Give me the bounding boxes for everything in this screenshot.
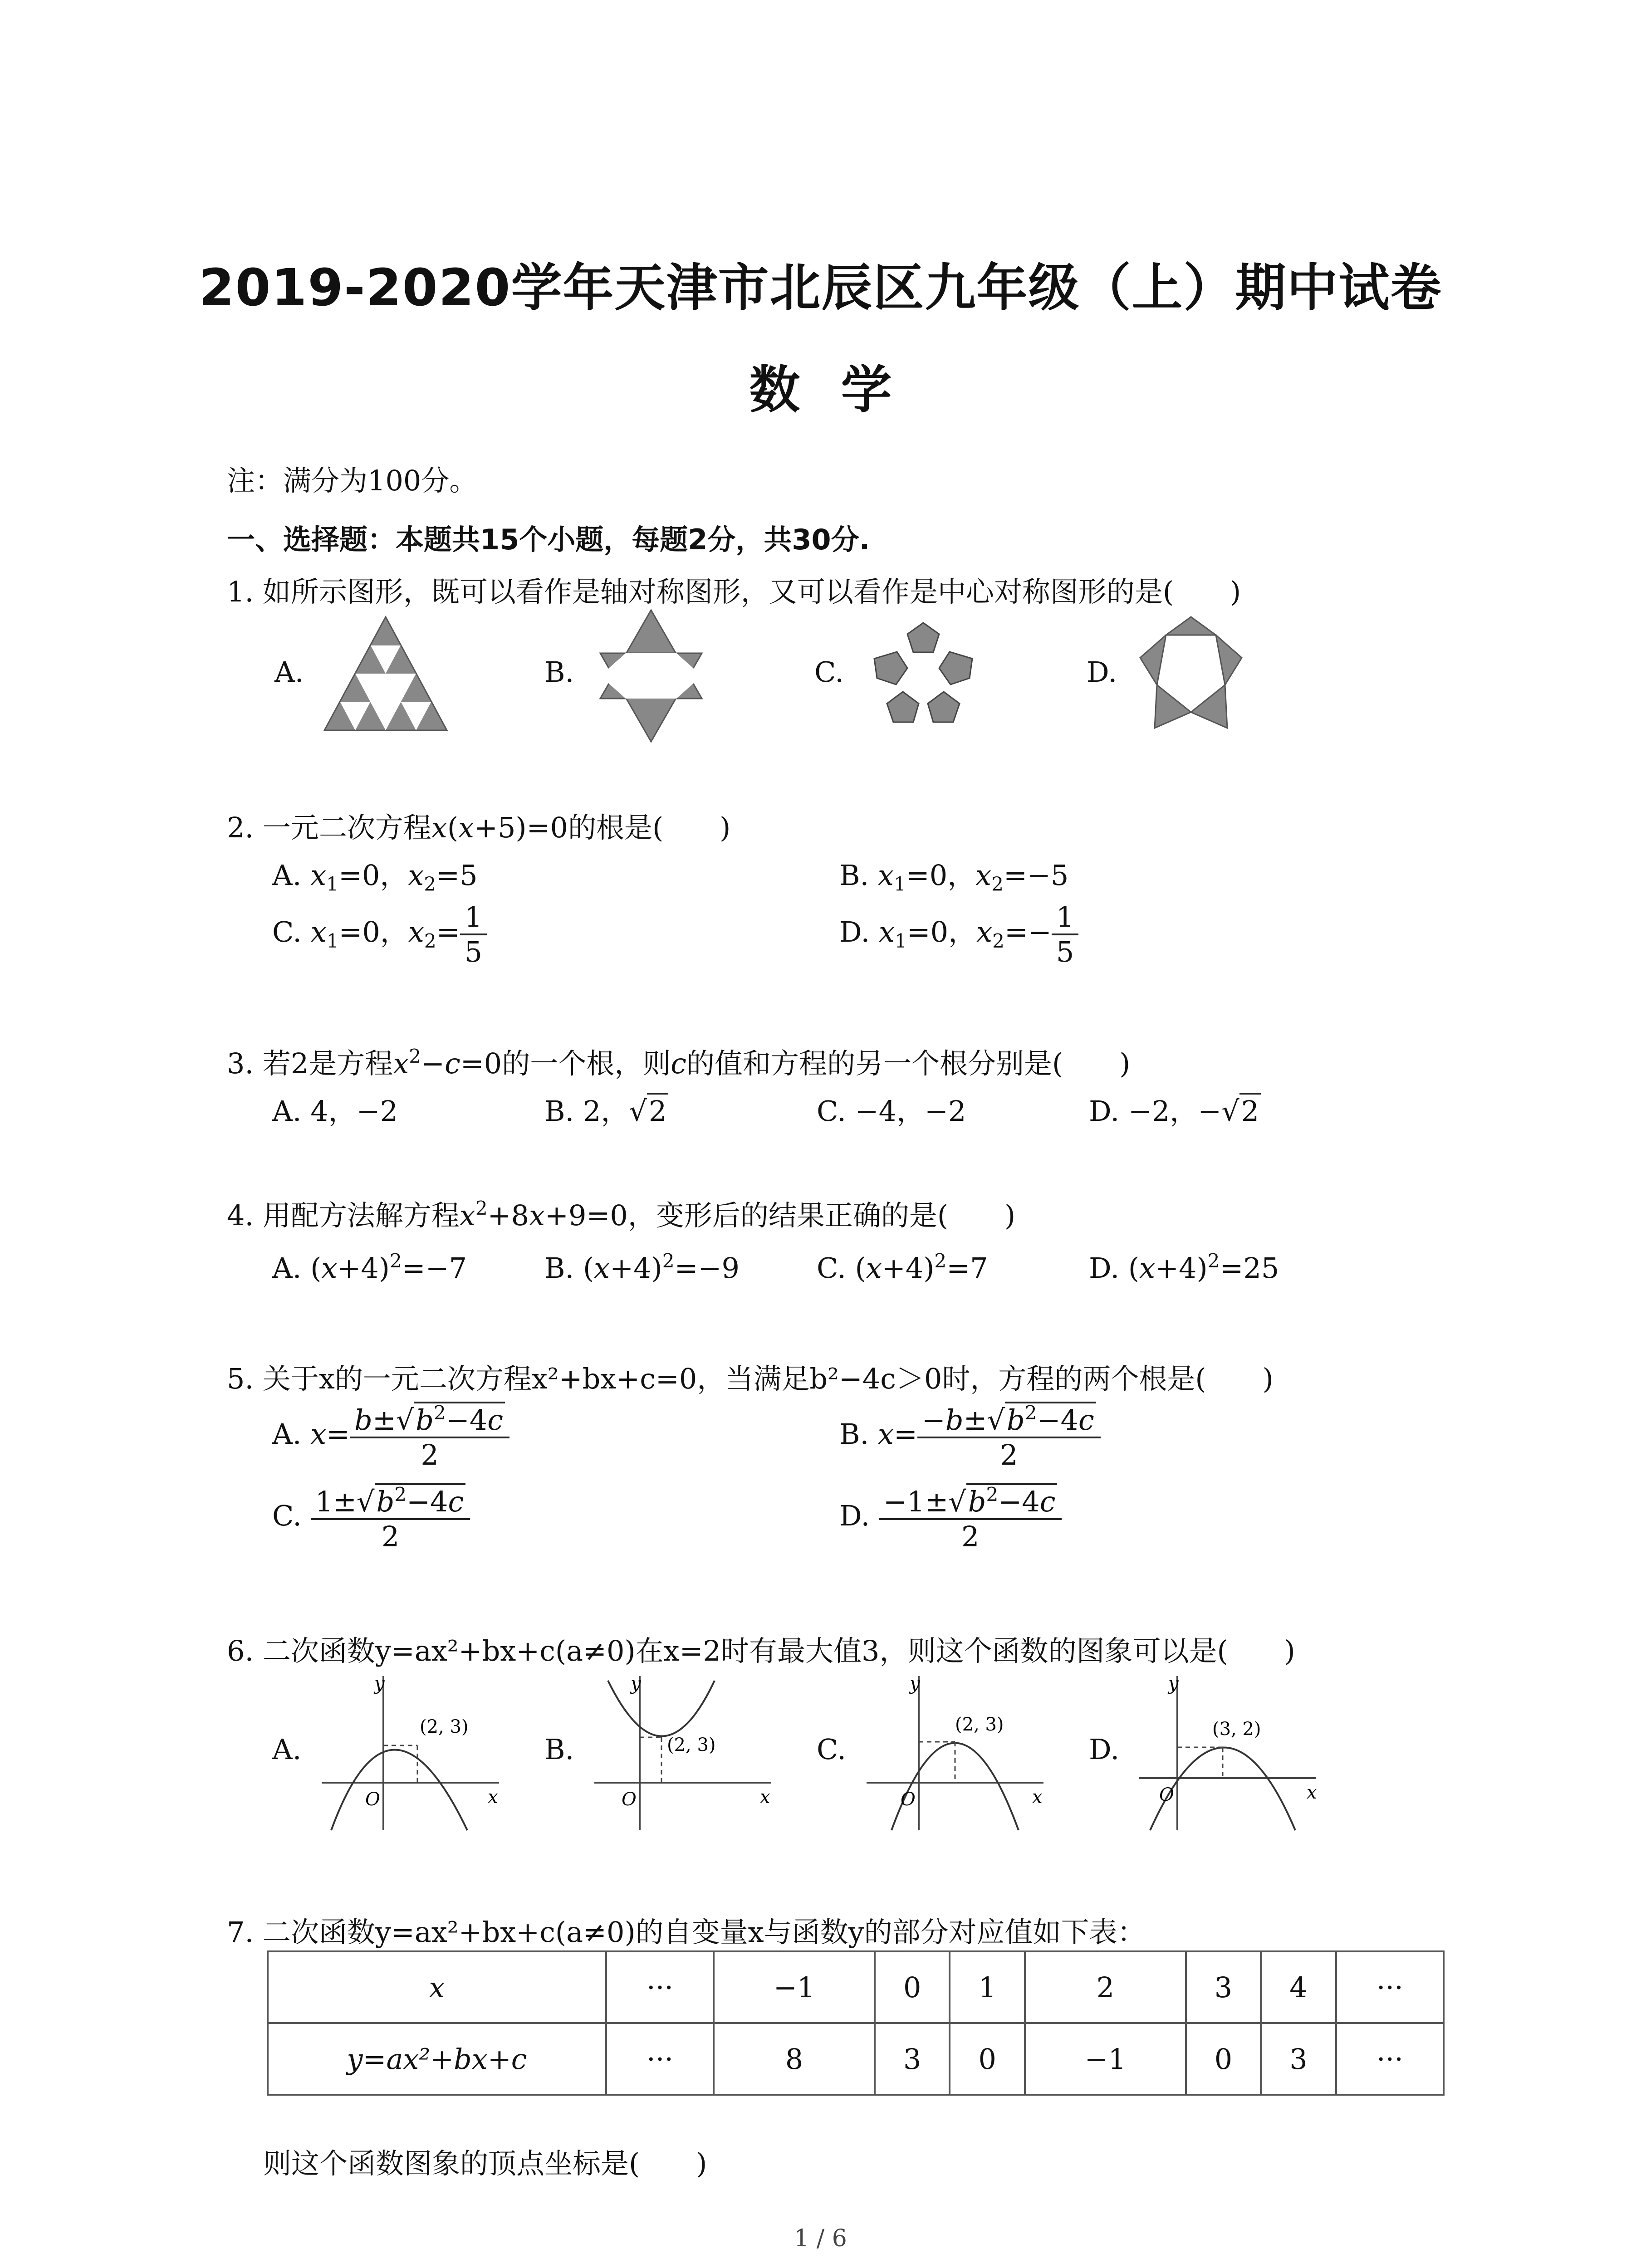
q5-option-d: D. $\frac{-1\pm√b^2-4c}{2}$ [839, 1483, 1062, 1553]
q1-option-a: A. [274, 655, 304, 689]
q1-stem: 1. 如所示图形，既可以看作是轴对称图形，又可以看作是中心对称图形的是( ) [227, 575, 1241, 608]
table-cell: ··· [1336, 2023, 1444, 2095]
q3-option-d: D. −2，−√2 [1089, 1089, 1261, 1129]
table-cell: 3 [1186, 1951, 1261, 2023]
q3-option-c: C. −4，−2 [817, 1095, 966, 1128]
q5-stem: 5. 关于x的一元二次方程x²+bx+c=0，当满足b²−4c＞0时，方程的两个根是( ) [227, 1362, 1274, 1395]
table-cell: 0 [1186, 2023, 1261, 2095]
q6-graph-a [318, 1674, 508, 1837]
q1-option-c: C. [814, 655, 844, 689]
table-cell: 8 [714, 2023, 875, 2095]
q4-option-d: D. $(x+4)^2=25$ [1089, 1250, 1279, 1285]
page-title: 2019-2020学年天津市北辰区九年级（上）期中试卷 [199, 259, 1442, 318]
q6-graph-c-x: x [1032, 1787, 1043, 1808]
q6-option-a: A. [272, 1733, 302, 1766]
q6-graph-d-origin: O [1159, 1784, 1174, 1805]
q6-graph-c-origin: O [901, 1789, 916, 1810]
q6-graph-c-label: (2, 3) [955, 1714, 1004, 1735]
q5-option-c: C. $\frac{1\pm√b^2-4c}{2}$ [272, 1483, 470, 1553]
q4-option-a: A. $(x+4)^2=-7$ [272, 1250, 467, 1285]
q6-graph-b-label: (2, 3) [667, 1735, 716, 1755]
q3-option-a: A. 4，−2 [272, 1095, 398, 1128]
table-cell: 3 [875, 2023, 950, 2095]
table-cell: 3 [1261, 2023, 1336, 2095]
q6-graph-b-y: y [631, 1673, 641, 1694]
section-heading: 一、选择题：本题共15个小题，每题2分，共30分. [227, 523, 870, 556]
q6-option-c: C. [817, 1733, 846, 1766]
q5-option-b: B. x= $\frac{-b\pm√b^2-4c}{2}$ [839, 1402, 1101, 1471]
table-cell: 0 [950, 2023, 1025, 2095]
q4-option-b: B. $(x+4)^2=-9$ [544, 1250, 740, 1285]
table-cell: −1 [1025, 2023, 1186, 2095]
q4-option-c: C. $(x+4)^2=7$ [817, 1250, 988, 1285]
q2-option-c: C. $x_1=0$，$x_2=$ $\frac{1}{5}$ [272, 900, 487, 968]
subject-title: 数学 [749, 361, 933, 420]
q4-stem: 4. 用配方法解方程$x^2+8x+9=0$，变形后的结果正确的是( ) [227, 1197, 1016, 1232]
q2-option-a: A. $x_1=0$，$x_2=5$ [272, 859, 478, 895]
q2-option-b: B. $x_1=0$，$x_2=-5$ [839, 859, 1069, 895]
q6-graph-a-x: x [488, 1787, 498, 1808]
q6-graph-d [1134, 1674, 1325, 1837]
q2-stem: 2. 一元二次方程x(x+5)=0的根是( ) [227, 811, 731, 844]
q3-option-b: B. 2，√2 [544, 1089, 668, 1129]
table-row [268, 2023, 1444, 2095]
q1-figure-c [864, 619, 982, 733]
table-cell: ··· [1336, 1951, 1444, 2023]
q6-graph-d-x: x [1307, 1782, 1317, 1803]
q1-figure-d [1132, 615, 1250, 733]
table-cell: 0 [875, 1951, 950, 2023]
q6-graph-c [862, 1674, 1053, 1837]
q5-option-a: A. x= $\frac{b\pm√b^2-4c}{2}$ [272, 1402, 509, 1471]
q6-graph-b-x: x [760, 1787, 770, 1808]
table-cell: ··· [606, 2023, 714, 2095]
q6-graph-b-origin: O [622, 1789, 637, 1810]
table-cell: 4 [1261, 1951, 1336, 2023]
table-cell: ··· [606, 1951, 714, 2023]
table-cell: −1 [714, 1951, 875, 2023]
q3-stem: 3. 若2是方程$x^2-c=0$的一个根，则c的值和方程的另一个根分别是( ) [227, 1045, 1131, 1080]
q2-option-d: D. $x_1=0$，$x_2=-$ $\frac{1}{5}$ [839, 900, 1078, 968]
q7-stem: 7. 二次函数y=ax²+bx+c(a≠0)的自变量x与函数y的部分对应值如下表： [227, 1916, 1146, 1949]
q1-figure-a [322, 615, 449, 733]
q1-option-d: D. [1087, 655, 1117, 689]
q1-figure-b [592, 608, 710, 744]
q6-graph-b [590, 1674, 780, 1837]
q7-value-table [267, 1950, 1445, 2096]
q6-graph-a-origin: O [365, 1789, 380, 1810]
q6-stem: 6. 二次函数y=ax²+bx+c(a≠0)在x=2时有最大值3，则这个函数的图象可以是( ) [227, 1634, 1295, 1667]
table-cell: 2 [1025, 1951, 1186, 2023]
table-cell: 1 [950, 1951, 1025, 2023]
q6-graph-d-label: (3, 2) [1212, 1719, 1261, 1740]
page-number: 1 / 6 [794, 2225, 847, 2252]
q7-question: 则这个函数图象的顶点坐标是( ) [263, 2147, 707, 2180]
q6-option-d: D. [1089, 1733, 1120, 1766]
q6-graph-a-label: (2, 3) [420, 1716, 469, 1737]
q6-graph-d-y: y [1168, 1673, 1179, 1694]
q6-graph-a-y: y [374, 1673, 385, 1694]
table-row [268, 1951, 1444, 2023]
q6-graph-c-y: y [910, 1673, 920, 1694]
table-header-x: x [268, 1951, 606, 2023]
q1-option-b: B. [544, 655, 574, 689]
table-header-y: y=ax²+bx+c [268, 2023, 606, 2095]
q6-option-b: B. [544, 1733, 574, 1766]
score-note: 注：满分为100分。 [227, 464, 478, 497]
